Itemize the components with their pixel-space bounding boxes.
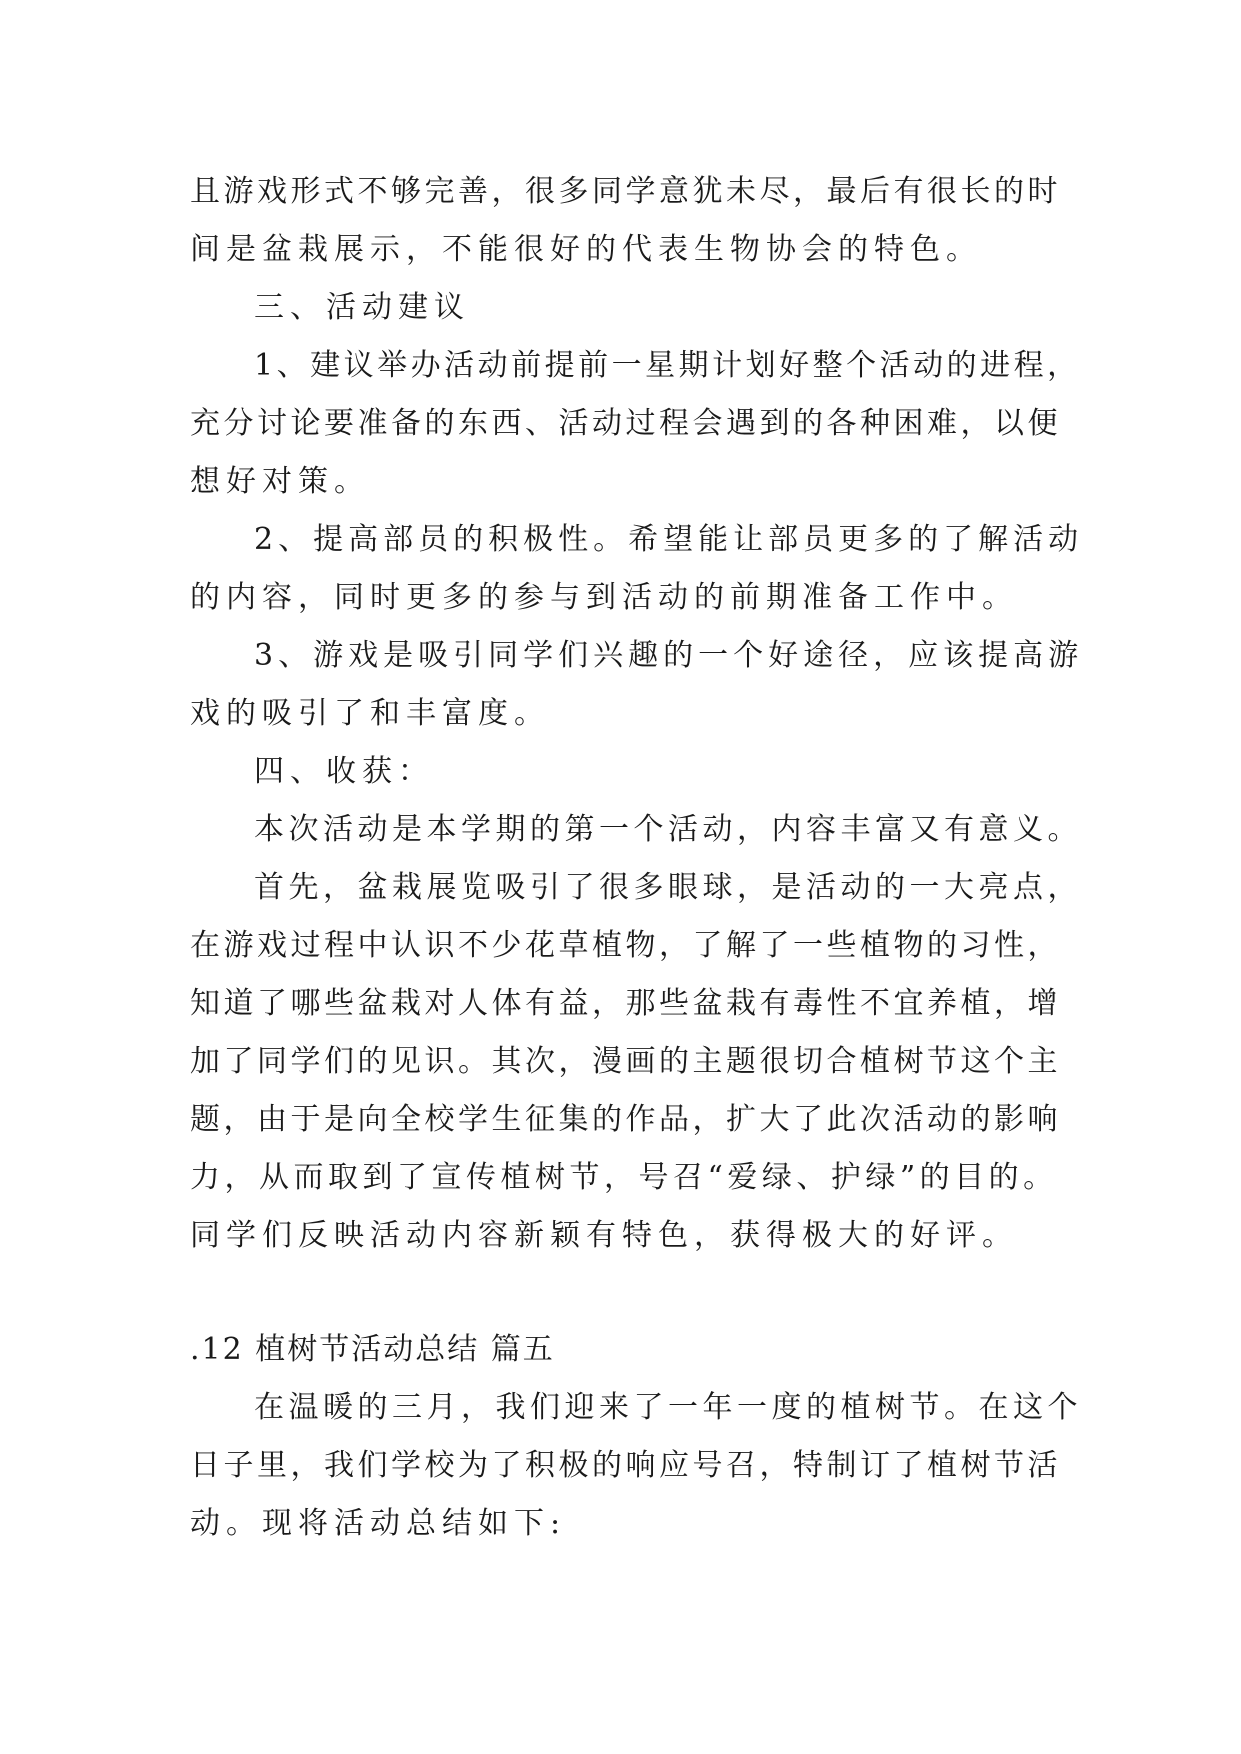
text-line: 同学们反映活动内容新颖有特色，获得极大的好评。 [190, 1218, 1018, 1253]
text-line: 力，从而取到了宣传植树节，号召“爱绿、护绿”的目的。 [190, 1160, 1058, 1195]
section-heading: 三、活动建议 [254, 290, 470, 325]
text-line: 间是盆栽展示，不能很好的代表生物协会的特色。 [190, 232, 982, 267]
text-line: 2、提高部员的积极性。希望能让部员更多的了解活动 [254, 522, 1084, 557]
text-line: 在游戏过程中认识不少花草植物，了解了一些植物的习性， [190, 928, 1061, 963]
text-line: 戏的吸引了和丰富度。 [190, 696, 550, 731]
text-line: 首先，盆栽展览吸引了很多眼球，是活动的一大亮点， [254, 870, 1082, 905]
text-line: 的内容，同时更多的参与到活动的前期准备工作中。 [190, 580, 1018, 615]
text-line: 充分讨论要准备的东西、活动过程会遇到的各种困难，以便 [190, 406, 1061, 441]
text-line: 加了同学们的见识。其次，漫画的主题很切合植树节这个主 [190, 1044, 1061, 1079]
text-line: 动。现将活动总结如下: [190, 1506, 567, 1541]
text-line: 想好对策。 [190, 464, 370, 499]
section-heading: 四、收获： [254, 754, 434, 789]
article-heading: .12 植树节活动总结 篇五 [190, 1332, 555, 1367]
text-line: 且游戏形式不够完善，很多同学意犹未尽，最后有很长的时 [190, 174, 1061, 209]
text-line: 在温暖的三月，我们迎来了一年一度的植树节。在这个 [254, 1390, 1082, 1425]
text-line: 3、游戏是吸引同学们兴趣的一个好途径，应该提高游 [254, 638, 1084, 673]
text-line: 本次活动是本学期的第一个活动，内容丰富又有意义。 [254, 812, 1082, 847]
text-line: 日子里，我们学校为了积极的响应号召，特制订了植树节活 [190, 1448, 1061, 1483]
text-line: 1、建议举办活动前提前一星期计划好整个活动的进程， [254, 348, 1081, 383]
text-line: 知道了哪些盆栽对人体有益，那些盆栽有毒性不宜养植，增 [190, 986, 1061, 1021]
text-line: 题，由于是向全校学生征集的作品，扩大了此次活动的影响 [190, 1102, 1061, 1137]
